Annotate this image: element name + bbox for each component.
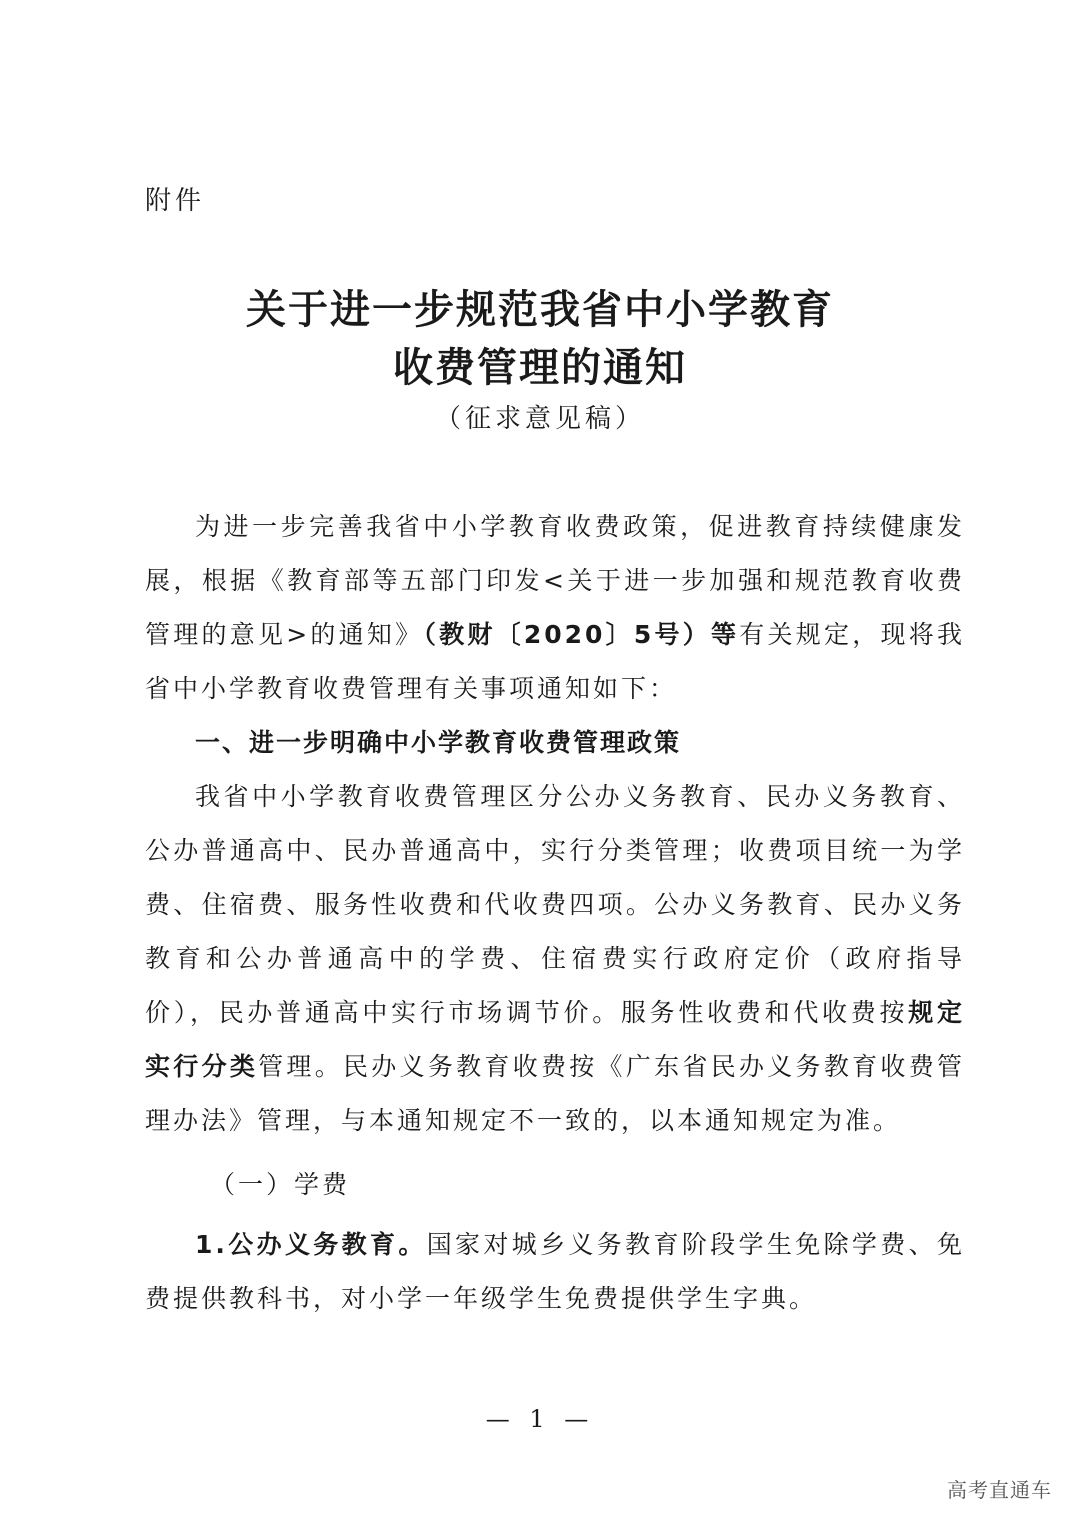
section-1-text-b: 管理。民办义务教育收费按《广东省民办义务教育收费管理办法》管理，与本通知规定不一致的，以本通知规定为准。	[145, 1052, 965, 1135]
section-1-bold-text: 规定实行分类	[145, 998, 965, 1081]
page-number: — 1 —	[485, 1405, 595, 1433]
item-1-paragraph	[145, 1218, 965, 1326]
draft-subtitle: （征求意见稿）	[434, 404, 645, 434]
subsection-1-heading: （一）学费	[210, 1170, 351, 1199]
attachment-label: 附件	[145, 186, 206, 216]
intro-text-b: 有关规定，现将我省中小学教育收费管理有关事项通知如下：	[145, 620, 965, 703]
intro-text-a: 为进一步完善我省中小学教育收费政策，促进教育持续健康发展，根据《教育部等五部门印发<关于进一步加强和规范教育收费管理的意见>的通知》	[145, 512, 965, 649]
section-1-text-a: 我省中小学教育收费管理区分公办义务教育、民办义务教育、公办普通高中、民办普通高中，实行分类管理；收费项目统一为学费、住宿费、服务性收费和代收费四项。公办义务教育、民办义务教育和公办普通高中的学费、住宿费实行政府定价（政府指导价），民办普通高中实行市场调节价。服务性收费和代收费按	[145, 782, 965, 1027]
intro-paragraph	[145, 500, 965, 716]
section-1-heading: 一、进一步明确中小学教育收费管理政策	[195, 728, 682, 757]
title-line-2: 收费管理的通知	[393, 345, 687, 391]
document-body	[145, 500, 965, 1326]
section-1-paragraph	[145, 770, 965, 1148]
intro-reference: （教财〔2020〕5号）等	[423, 620, 740, 649]
title-line-1: 关于进一步规范我省中小学教育	[246, 287, 834, 333]
item-1-heading: 1.公办义务教育。	[195, 1230, 427, 1259]
item-1-text: 国家对城乡义务教育阶段学生免除学费、免费提供教科书，对小学一年级学生免费提供学生字典。	[145, 1230, 965, 1313]
watermark: 高考直通车	[947, 1478, 1052, 1502]
